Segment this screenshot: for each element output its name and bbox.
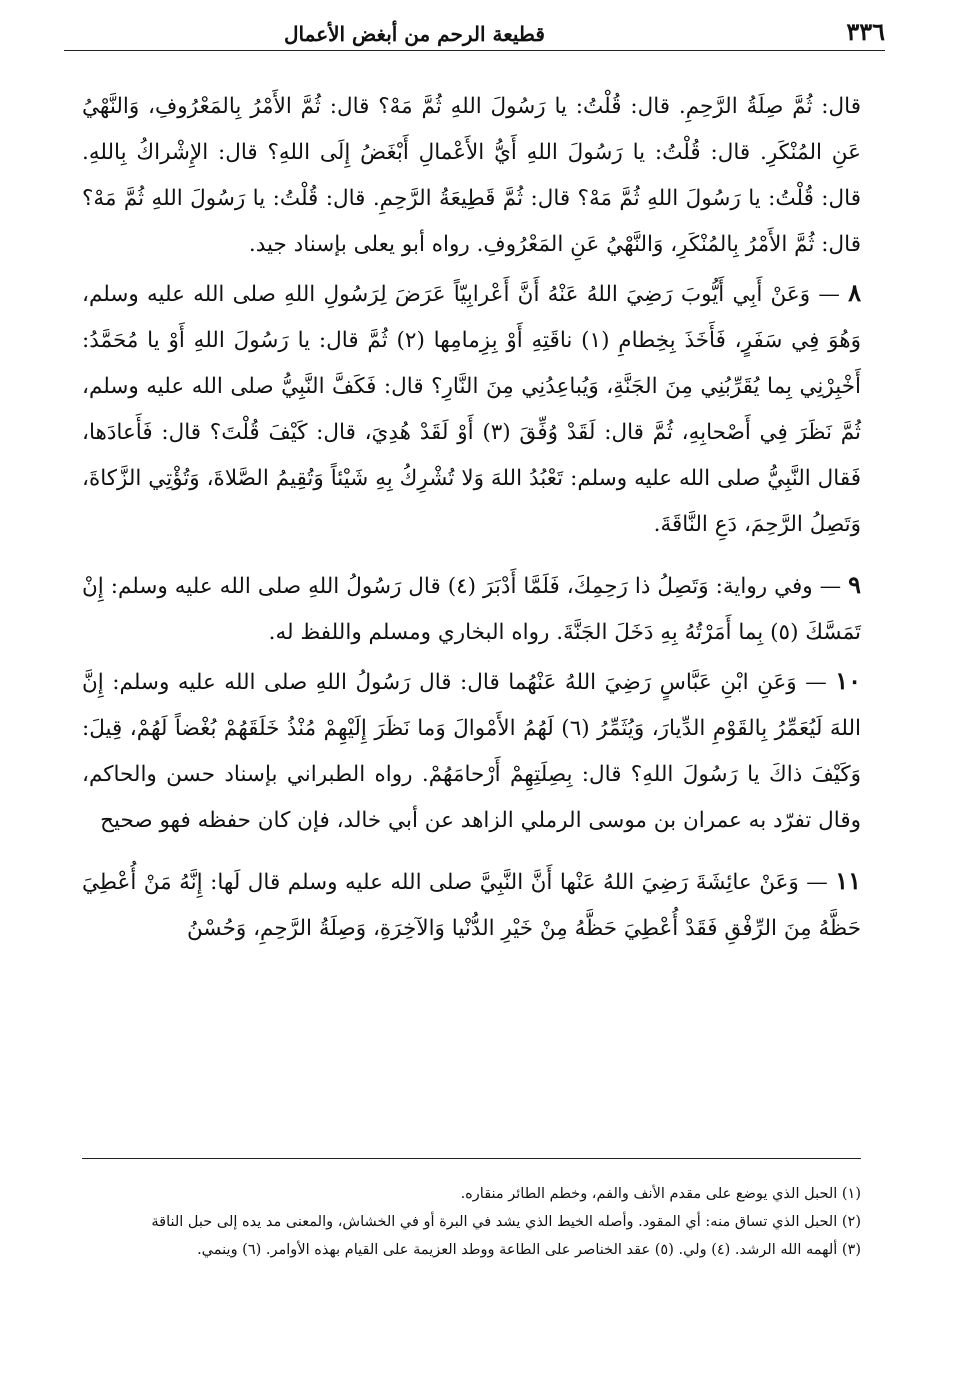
- hadith-text: وَعَنِ ابْنِ عَبَّاسٍ رَضِيَ اللهُ عَنْهُما قال: قال رَسُولُ اللهِ صلى الله عليه وسلم: إِنَّ اللهَ لَيُعَمِّرُ بِالقَوْمِ الدِّيارَ، وَيُثَمِّرُ (٦) لَهُمُ الأَمْوالَ وَما نَظَرَ إِلَيْهِمْ مُنْذُ خَلَقَهُمْ بُغْضاً لَهُمْ، قِيلَ: وَكَيْفَ ذاكَ يا رَسُولَ اللهِ؟ قال: بِصِلَتِهِمْ أَرْحامَهُمْ.: [82, 670, 862, 787]
- main-text: [82, 84, 861, 952]
- dash: —: [798, 870, 828, 895]
- running-title: قطيعة الرحم من أبغض الأعمال: [284, 22, 545, 46]
- footnote-2: (٢) الحبل الذي تساق منه: أي المقود. وأصله الخيط الذي يشد في البرة أو في الخشاش، والمعنى مد يده إلى حبل الناقة: [151, 1214, 861, 1230]
- footnotes: [82, 1180, 861, 1264]
- hadith-text: وفي رواية: وَتَصِلُ ذا رَحِمِكَ، فَلَمَّا أَدْبَرَ (٤) قال رَسُولُ اللهِ صلى الله عليه وسلم: إِنْ تَمَسَّكَ (٥) بِما أَمَرْتُهُ بِهِ دَخَلَ الجَنَّةَ.: [82, 574, 861, 645]
- footnote-1: (١) الحبل الذي يوضع على مقدم الأنف والفم، وخطم الطائر منقاره.: [460, 1186, 861, 1202]
- dash: —: [812, 574, 842, 599]
- hadith-number: ٩: [848, 570, 861, 599]
- hadith-source: رواه الطبراني بإسناد حسن والحاكم، وقال تفرّد به عمران بن موسى الرملي الزاهد عن أبي خالد، فإن كان حفظه فهو صحيح: [82, 762, 861, 833]
- footnote-separator: [82, 1158, 861, 1159]
- page-number: ٣٣٦: [846, 17, 885, 46]
- hadith-number: ١٠: [835, 666, 861, 695]
- hadith-8: [82, 270, 861, 548]
- dash: —: [796, 670, 827, 695]
- hadith-text: وَعَنْ عائِشَةَ رَضِيَ اللهُ عَنْها أَنَّ النَّبِيَّ صلى الله عليه وسلم قال لَها: إِنَّهُ مَنْ أُعْطِيَ حَظَّهُ مِنَ الرِّفْقِ فَقَدْ أُعْطِيَ حَظَّهُ مِنْ خَيْرِ الدُّنْيا وَالآخِرَةِ، وَصِلَةُ الرَّحِمِ، وَحُسْنُ: [82, 870, 861, 941]
- hadith-number: ٨: [848, 278, 861, 307]
- hadith-9: [82, 562, 861, 656]
- paragraph-continuation: قال: ثُمَّ صِلَةُ الرَّحِمِ. قال: قُلْتُ: يا رَسُولَ اللهِ ثُمَّ مَهْ؟ قال: ثُمَّ الأَمْرُ بِالمَعْرُوفِ، وَالنَّهْيُ عَنِ المُنْكَرِ. قال: قُلْتُ: يا رَسُولَ اللهِ أَيُّ الأَعْمالِ أَبْغَضُ إِلَى اللهِ؟ قال: الإِشْراكُ بِاللهِ. قال: قُلْتُ: يا رَسُولَ اللهِ ثُمَّ مَهْ؟ قال: ثُمَّ قَطِيعَةُ الرَّحِمِ. قال: قُلْتُ: يا رَسُولَ اللهِ ثُمَّ مَهْ؟ قال: ثُمَّ الأَمْرُ بِالمُنْكَرِ، وَالنَّهْيُ عَنِ المَعْرُوفِ. رواه أبو يعلى بإسناد جيد.: [82, 94, 861, 257]
- hadith-source: رواه البخاري ومسلم واللفظ له.: [268, 620, 550, 645]
- hadith-11: [82, 858, 861, 952]
- footnote-3: (٣) ألهمه الله الرشد. (٤) ولي. (٥) عقد الخناصر على الطاعة ووطد العزيمة على القيام بهذه الأوامر. (٦) وينمي.: [197, 1242, 861, 1258]
- dash: —: [810, 282, 840, 307]
- hadith-10: [82, 658, 861, 844]
- hadith-number: ١١: [835, 866, 861, 895]
- hadith-text: وَعَنْ أَبِي أَيُّوبَ رَضِيَ اللهُ عَنْهُ أَنَّ أَعْرابِيّاً عَرَضَ لِرَسُولِ اللهِ صلى الله عليه وسلم، وَهُوَ فِي سَفَرٍ، فَأَخَذَ بِخِطامِ (١) ناقَتِهِ أَوْ بِزِمامِها (٢) ثُمَّ قال: يا رَسُولَ اللهِ أَوْ يا مُحَمَّدُ: أَخْبِرْنِي بِما يُقَرِّبُنِي مِنَ الجَنَّةِ، وَيُباعِدُنِي مِنَ النَّارِ؟ قال: فَكَفَّ النَّبِيُّ صلى الله عليه وسلم، ثُمَّ نَظَرَ فِي أَصْحابِهِ، ثُمَّ قال: لَقَدْ وُفِّقَ (٣) أَوْ لَقَدْ هُدِيَ، قال: كَيْفَ قُلْتَ؟ قال: فَأَعادَها، فَقال النَّبِيُّ صلى الله عليه وسلم: تَعْبُدُ اللهَ وَلا تُشْرِكُ بِهِ شَيْئاً وَتُقِيمُ الصَّلاةَ، وَتُؤْتِي الزَّكاةَ، وَتَصِلُ الرَّحِمَ، دَعِ النَّاقَةَ.: [82, 282, 862, 537]
- page-header: [64, 10, 885, 51]
